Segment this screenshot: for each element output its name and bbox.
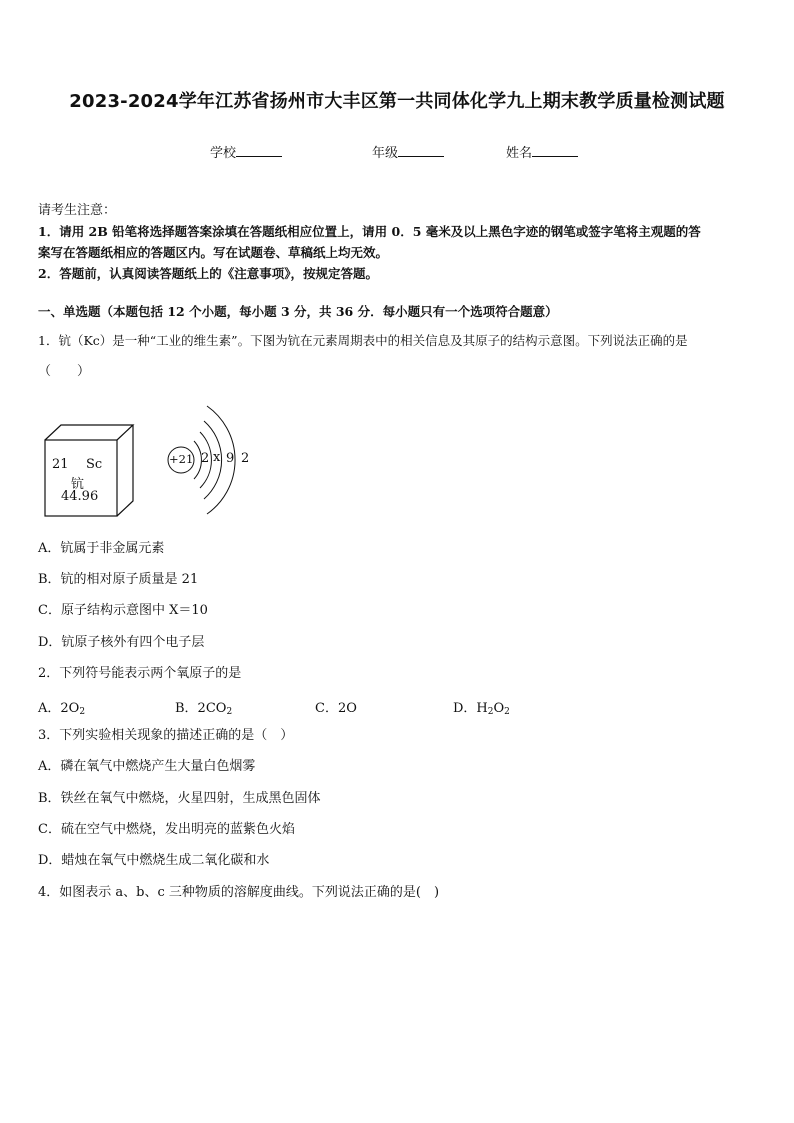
notice-heading: 请考生注意： (38, 203, 117, 218)
shell-4-electrons: 2 (241, 451, 250, 466)
school-label: 学校 (210, 146, 237, 161)
q2-option-a (38, 697, 85, 717)
element-name: 钪 (71, 477, 85, 492)
q3-stem: 3．下列实验相关现象的描述正确的是（ ） (38, 728, 294, 743)
q2-option-d-o: O (493, 701, 505, 716)
notice-item-1-line-1: 1．请用 2B 铅笔将选择题答案涂填在答题纸相应位置上，请用 0．5 毫米及以上黑色字迹的钢笔或签字笔将主观题的答 (38, 224, 701, 239)
q1-option-c: C．原子结构示意图中 X＝10 (38, 603, 208, 618)
atomic-mass: 44.96 (61, 489, 99, 504)
grade-blank (398, 143, 444, 157)
element-cell-figure (44, 424, 136, 522)
school-field (210, 142, 282, 161)
q2-option-d-sub-2: 2 (504, 707, 510, 717)
element-symbol: Sc (86, 457, 103, 472)
shell-2-electrons: x (213, 450, 221, 465)
q3-option-a: A．磷在氧气中燃烧产生大量白色烟雾 (38, 759, 256, 774)
q2-option-d (453, 697, 510, 717)
q1-stem-line-1: 1．钪（Kc）是一种“工业的维生素”。下图为钪在元素周期表中的相关信息及其原子的结构示意图。下列说法正确的是 (38, 333, 688, 348)
name-label: 姓名 (506, 146, 533, 161)
nucleus-charge: +21 (169, 452, 194, 466)
q2-option-a-sub: 2 (79, 707, 86, 717)
atomic-structure-figure (164, 398, 264, 526)
q1-option-d: D．钪原子核外有四个电子层 (38, 635, 205, 650)
name-field (506, 142, 578, 161)
name-blank (532, 143, 578, 157)
q3-option-b: B．铁丝在氧气中燃烧，火星四射，生成黑色固体 (38, 791, 321, 806)
q1-option-a: A．钪属于非金属元素 (38, 541, 165, 556)
q3-option-c: C．硫在空气中燃烧，发出明亮的蓝紫色火焰 (38, 822, 295, 837)
q2-stem: 2．下列符号能表示两个氧原子的是 (38, 666, 242, 681)
q2-option-b-sub: 2 (226, 707, 233, 717)
q2-option-b (175, 697, 232, 717)
section-heading: 一、单选题（本题包括 12 个小题，每小题 3 分，共 36 分．每小题只有一个选项符合题意） (38, 304, 558, 319)
q3-option-d: D．蜡烛在氧气中燃烧生成二氧化碳和水 (38, 853, 270, 868)
school-blank (236, 143, 282, 157)
q2-option-c: C．2O (315, 701, 357, 716)
grade-label: 年级 (372, 146, 399, 161)
exam-title: 2023-2024学年江苏省扬州市大丰区第一共同体化学九上期末教学质量检测试题 (69, 91, 725, 112)
notice-item-1-line-2: 案写在答题纸相应的答题区内。写在试题卷、草稿纸上均无效。 (38, 245, 389, 260)
notice-item-2: 2．答题前，认真阅读答题纸上的《注意事项》，按规定答题。 (38, 266, 378, 281)
grade-field (372, 142, 444, 161)
shell-3-electrons: 9 (226, 451, 235, 466)
q1-option-b: B．钪的相对原子质量是 21 (38, 572, 199, 587)
q2-option-b-text: B．2CO (175, 701, 227, 716)
atomic-number: 21 (52, 457, 69, 472)
q2-option-a-text: A．2O (38, 701, 80, 716)
q1-stem-line-2: （ ） (38, 364, 91, 379)
q2-option-d-sub-1: 2 (487, 707, 494, 717)
shell-1-electrons: 2 (201, 451, 210, 466)
q4-stem: 4．如图表示 a、b、c 三种物质的溶解度曲线。下列说法正确的是( ) (38, 885, 440, 900)
q2-option-d-h: D．H (453, 701, 488, 716)
